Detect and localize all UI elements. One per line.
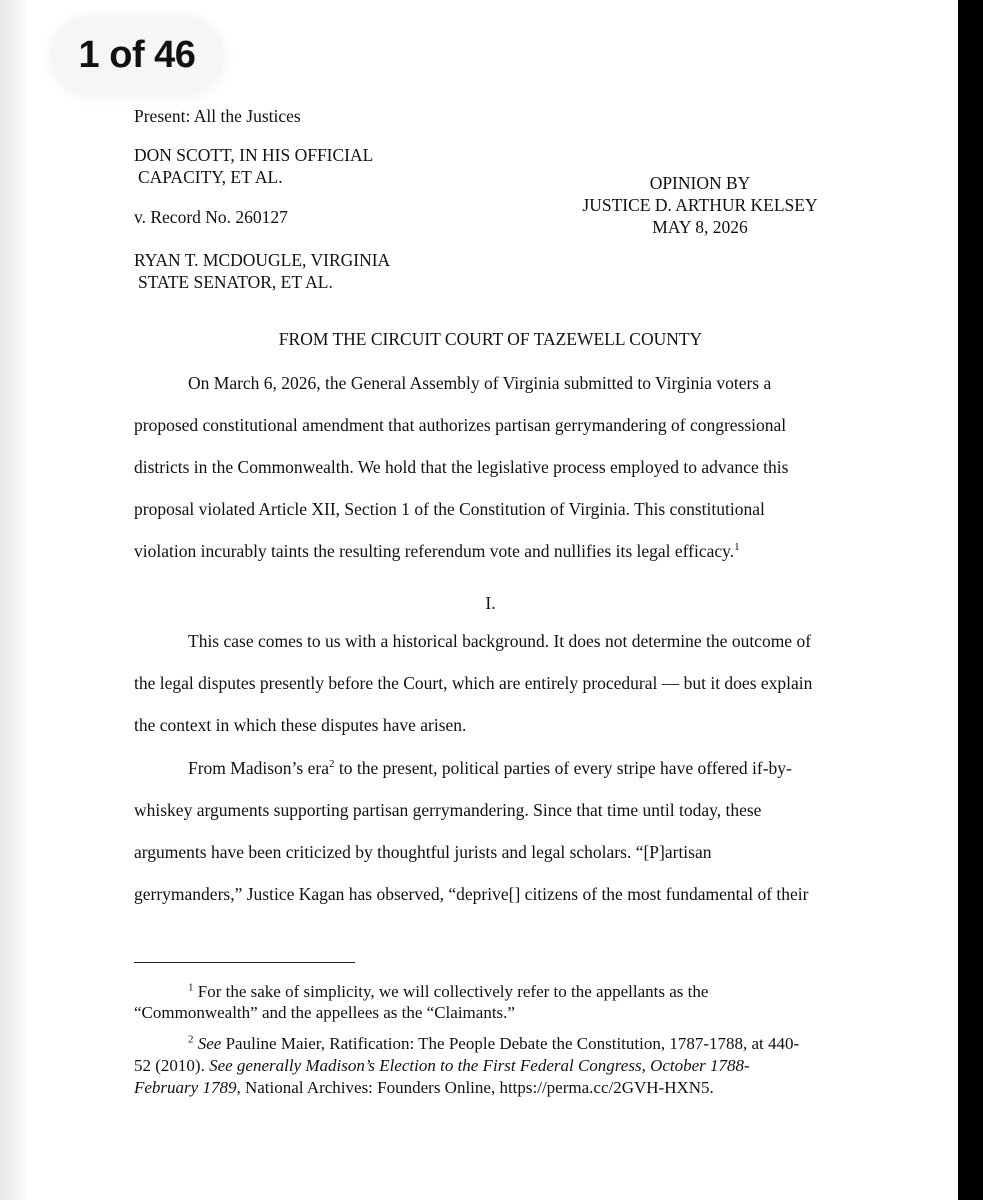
paragraph-line: districts in the Commonwealth. We hold that the legislative process employed to advance this bbox=[134, 457, 789, 477]
opinion-author: JUSTICE D. ARTHUR KELSEY bbox=[582, 195, 818, 215]
paragraph-text: violation incurably taints the resulting referendum vote and nullifies its legal efficacy. bbox=[134, 541, 735, 561]
footnote-italic-text: February 1789 bbox=[134, 1078, 237, 1097]
opinion-by: OPINION BY bbox=[649, 173, 751, 193]
paragraph-line: arguments have been criticized by thoughtful jurists and legal scholars. “[P]artisan bbox=[134, 842, 712, 862]
footnote-2-line bbox=[188, 1033, 799, 1055]
footnote-1-line: “Commonwealth” and the appellees as the “Claimants.” bbox=[134, 1003, 515, 1022]
paragraph-line bbox=[188, 757, 792, 779]
footnote-2-line bbox=[134, 1077, 714, 1099]
footnote-1-line bbox=[188, 981, 708, 1003]
page-indicator: 1 of 46 bbox=[50, 16, 224, 94]
opinion-date: MAY 8, 2026 bbox=[652, 217, 748, 237]
appellant-capacity: CAPACITY, ET AL. bbox=[138, 167, 283, 187]
appellant-name: DON SCOTT, IN HIS OFFICIAL bbox=[134, 145, 374, 165]
paragraph-line: proposed constitutional amendment that authorizes partisan gerrymandering of congressional bbox=[134, 415, 787, 435]
paragraph-text: From Madison’s era bbox=[188, 758, 329, 778]
appellee-name: RYAN T. MCDOUGLE, VIRGINIA bbox=[134, 250, 391, 270]
footnote-signal: See bbox=[197, 1034, 222, 1053]
footnote-separator bbox=[134, 962, 355, 963]
footnote-text: 52 (2010). bbox=[134, 1056, 210, 1075]
viewer-left-edge bbox=[0, 0, 26, 1200]
paragraph-line: the context in which these disputes have arisen. bbox=[134, 715, 467, 735]
section-heading: I. bbox=[485, 593, 496, 613]
viewer-right-edge bbox=[958, 0, 983, 1200]
footnote-number-2: 2 bbox=[188, 1033, 194, 1046]
footnote-text: Pauline Maier, Ratification: The People Debate the Constitution, 1787-1788, at 440- bbox=[221, 1034, 800, 1053]
appellee-capacity: STATE SENATOR, ET AL. bbox=[138, 272, 333, 292]
paragraph-line: proposal violated Article XII, Section 1 of the Constitution of Virginia. This constitutional bbox=[134, 499, 765, 519]
footnote-text: For the sake of simplicity, we will collectively refer to the appellants as the bbox=[193, 982, 709, 1001]
paragraph-line: the legal disputes presently before the Court, which are entirely procedural — but it does explain bbox=[134, 673, 813, 693]
paragraph-line bbox=[134, 540, 740, 562]
footnote-ref-2[interactable]: 2 bbox=[328, 758, 335, 771]
footnote-text: , National Archives: Founders Online, https://perma.cc/2GVH-HXN5. bbox=[236, 1078, 714, 1097]
court-heading: FROM THE CIRCUIT COURT OF TAZEWELL COUNTY bbox=[278, 329, 703, 349]
paragraph-line: On March 6, 2026, the General Assembly of Virginia submitted to Virginia voters a bbox=[188, 373, 772, 393]
paragraph-line: whiskey arguments supporting partisan gerrymandering. Since that time until today, these bbox=[134, 800, 762, 820]
paragraph-line: gerrymanders,” Justice Kagan has observed, “deprive[] citizens of the most fundamental of their bbox=[134, 884, 809, 904]
footnote-2-line bbox=[134, 1055, 750, 1077]
footnote-ref-1[interactable]: 1 bbox=[734, 541, 740, 554]
paragraph-line: This case comes to us with a historical background. It does not determine the outcome of bbox=[188, 631, 812, 651]
footnote-italic-text: See generally Madison’s Election to the First Federal Congress, October 1788- bbox=[209, 1056, 750, 1075]
present-line: Present: All the Justices bbox=[134, 106, 301, 126]
footnote-number-1: 1 bbox=[188, 981, 194, 994]
paragraph-text: to the present, political parties of every stripe have offered if-by- bbox=[334, 758, 792, 778]
record-number: v. Record No. 260127 bbox=[134, 207, 288, 227]
